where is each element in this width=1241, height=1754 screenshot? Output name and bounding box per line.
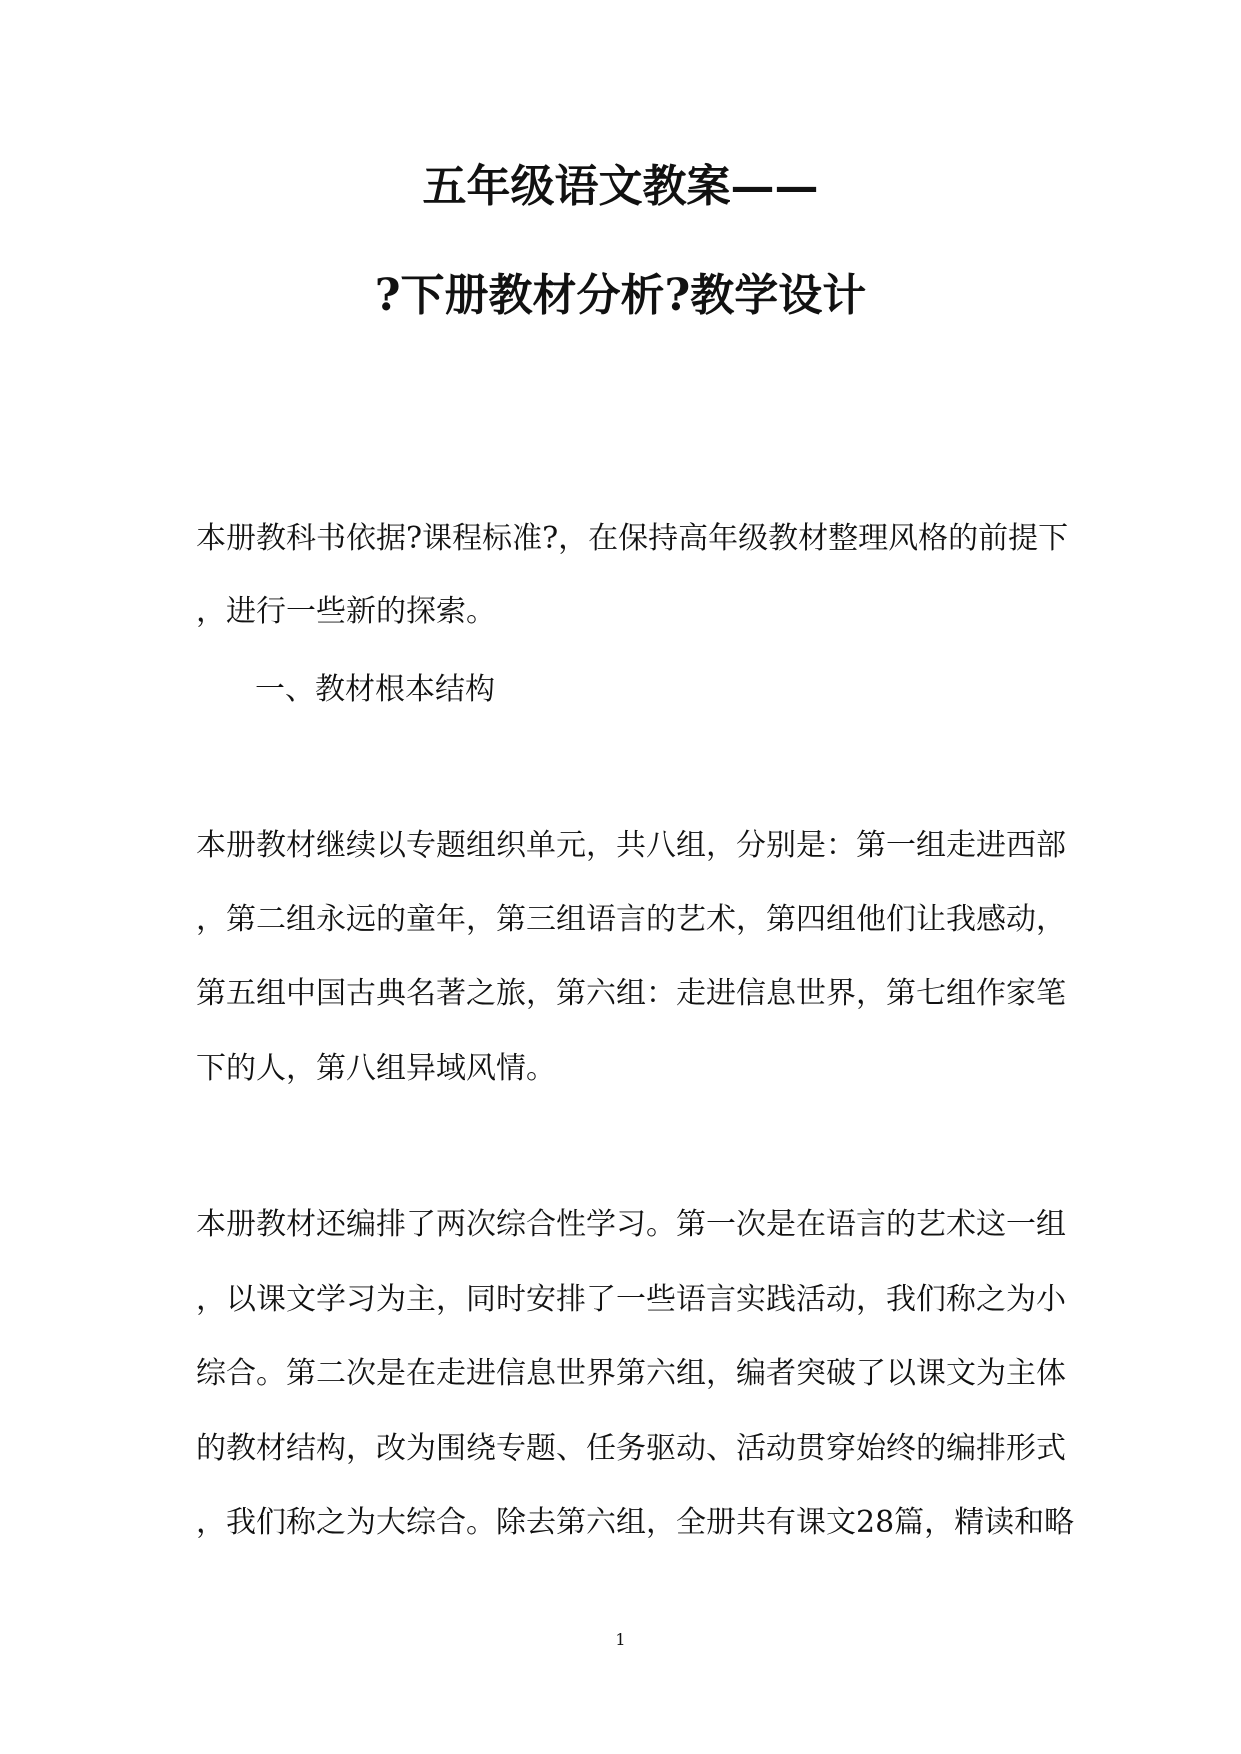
- document-title-line-2: ?下册教材分析?教学设计: [374, 270, 867, 321]
- page-number: 1: [615, 1630, 626, 1649]
- paragraph-3-line-4: 的教材结构，改为围绕专题、任务驱动、活动贯穿始终的编排形式: [196, 1431, 1066, 1466]
- paragraph-2-line-2: ，第二组永远的童年，第三组语言的艺术，第四组他们让我感动，: [196, 902, 1066, 937]
- paragraph-3-line-3: 综合。第二次是在走进信息世界第六组，编者突破了以课文为主体: [196, 1356, 1066, 1391]
- section-heading: 一、教材根本结构: [255, 672, 495, 707]
- paragraph-2-line-4: 下的人，第八组异域风情。: [196, 1051, 556, 1086]
- paragraph-3-line-2: ，以课文学习为主，同时安排了一些语言实践活动，我们称之为小: [196, 1282, 1066, 1317]
- paragraph-2-line-1: 本册教材继续以专题组织单元，共八组，分别是：第一组走进西部: [196, 828, 1066, 863]
- paragraph-2-line-3: 第五组中国古典名著之旅，第六组：走进信息世界，第七组作家笔: [196, 976, 1066, 1011]
- paragraph-3-line-1: 本册教材还编排了两次综合性学习。第一次是在语言的艺术这一组: [196, 1207, 1066, 1242]
- paragraph-3-line-5: ，我们称之为大综合。除去第六组，全册共有课文28篇，精读和略: [196, 1505, 1075, 1540]
- document-title-line-1: 五年级语文教案——: [422, 161, 819, 212]
- paragraph-1-line-2: ，进行一些新的探索。: [196, 594, 496, 629]
- paragraph-1-line-1: 本册教科书依据?课程标准?，在保持高年级教材整理风格的前提下: [196, 521, 1069, 556]
